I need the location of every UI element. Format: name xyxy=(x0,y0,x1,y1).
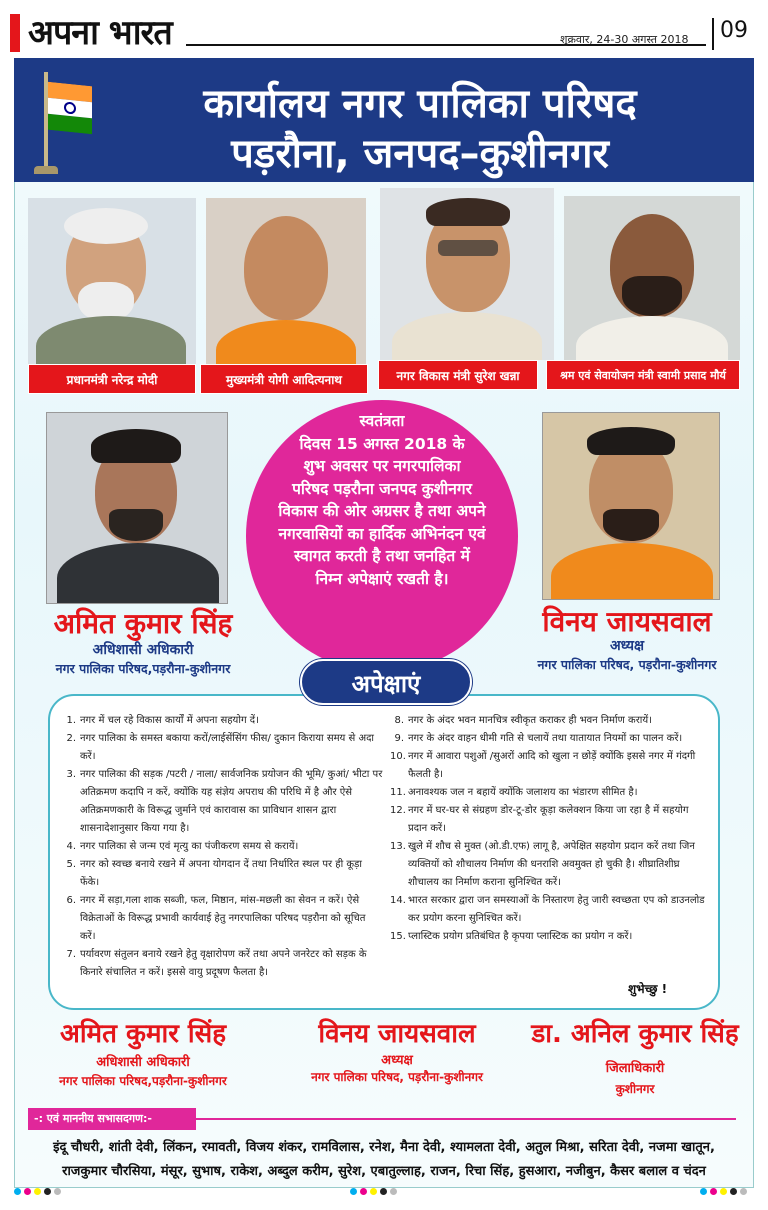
flag-stand xyxy=(34,166,58,174)
greeting-message xyxy=(262,410,502,590)
greeting-line: स्वतंत्रता xyxy=(359,412,405,430)
members-rule xyxy=(196,1118,736,1120)
greeting-line: विकास की ओर अग्रसर है तथा अपने xyxy=(278,502,486,520)
indian-flag-icon xyxy=(48,82,92,135)
masthead-accent-bar xyxy=(10,14,20,52)
chairman-org: नगर पालिका परिषद, पड़रौना-कुशीनगर xyxy=(537,657,717,672)
greeting-line: शुभ अवसर पर नगरपालिका xyxy=(303,457,461,475)
caption-pm: प्रधानमंत्री नरेन्द्र मोदी xyxy=(28,364,196,394)
expectations-list-right xyxy=(390,712,708,946)
portrait-minister-labour xyxy=(564,196,740,360)
list-item: 14. भारत सरकार द्वारा जन समस्याओं के निस्तारण हेतु जारी स्वच्छता एप को डाउनलोड कर प्रयोग करना सुनिश्चित करें। xyxy=(390,895,705,924)
signature-officer-role: अधिशासी अधिकारी xyxy=(96,1055,190,1070)
portrait-cm xyxy=(206,198,366,364)
list-item: 1. नगर में चल रहे विकास कार्यों में अपना सहयोग दें। xyxy=(66,715,259,726)
list-item: 4. नगर पालिका से जन्म एवं मृत्यु का पंजीकरण समय से करायें। xyxy=(66,841,299,852)
officer-role: अधिशासी अधिकारी xyxy=(92,642,194,658)
caption-cm: मुख्यमंत्री योगी आदित्यनाथ xyxy=(200,364,368,394)
list-item: 15. प्लास्टिक प्रयोग प्रतिबंधित है कृपया प्लास्टिक का प्रयोग न करें। xyxy=(390,931,633,942)
photo-chairman xyxy=(542,412,720,600)
signature-chairman-role: अध्यक्ष xyxy=(381,1053,413,1068)
list-item: 6. नगर में सड़ा,गला शाक सब्जी, फल, मिष्ठान, मांस-मछली का सेवन न करें। ऐसे विक्रेताओं के विरूद्ध प्रभावी कार्यवाई हेतु नगरपालिका परिषद पड़रौना को सूचित करें। xyxy=(66,895,366,942)
issue-date: शुक्रवार, 24-30 अगस्त 2018 xyxy=(560,33,689,46)
greeting-line: नगरवासियों का हार्दिक अभिनंदन एवं xyxy=(278,524,486,543)
registration-marks-right xyxy=(700,1188,747,1195)
list-item: 3. नगर पालिका की सड़क /पटरी / नाला/ सार्वजनिक प्रयोजन की भूमि/ कुआं/ भीटा पर अतिक्रमण कदापि न करें, क्योंकि यह संज्ञेय अपराध की परिधि में है और ऐसे अतिक्रमणकारी के विरूद्ध जुर्माने एवं कारावास का प्राविधान शासन द्वारा शासनादेशानुसार किया गया है। xyxy=(66,769,383,834)
greeting-line: निम्न अपेक्षाएं रखती है। xyxy=(315,569,449,588)
greeting-line: स्वागत करती है तथा जनहित में xyxy=(294,547,470,565)
closing-regards: शुभेच्छु ! xyxy=(628,982,668,996)
signature-dm-name: डा. अनिल कुमार सिंह xyxy=(531,1019,739,1049)
chairman-name: विनय जायसवाल xyxy=(542,605,712,638)
signature-dm-role: जिलाधिकारी xyxy=(605,1061,665,1076)
list-item: 11. अनावश्यक जल न बहायें क्योंकि जलाशय का भंडारण सीमित है। xyxy=(390,787,638,798)
members-line: राजकुमार चौरसिया, मंसूर, सुभाष, राकेश, अब्दुल करीम, सुरेश, एबातुल्लाह, राजन, रिचा सिंह, हुसआरा, नजीबुन, कैसर बलाल व चंदन xyxy=(62,1164,706,1179)
banner-title: कार्यालय नगर पालिका परिषद xyxy=(203,81,637,127)
members-list xyxy=(22,1136,746,1184)
officer-org: नगर पालिका परिषद,पड़रौना-कुशीनगर xyxy=(55,661,231,676)
members-heading: -: एवं माननीय सभासदगण:- xyxy=(28,1108,196,1130)
list-item: 13. खुले में शौच से मुक्त (ओ.डी.एफ) लागू है, अपेक्षित सहयोग प्रदान करें तथा जिन व्यक्तियों को शौचालय निर्माण की धनराशि अवमुक्त हो चुकी है। शीघ्रातिशीघ्र शौचालय का निर्माण कराना सुनिश्चित करें। xyxy=(390,841,695,888)
expectations-heading: अपेक्षाएं xyxy=(300,659,472,705)
signature-chairman-org: नगर पालिका परिषद, पड़रौना-कुशीनगर xyxy=(311,1070,483,1084)
list-item: 8. नगर के अंदर भवन मानचित्र स्वीकृत कराकर ही भवन निर्माण करायें। xyxy=(394,715,652,726)
registration-marks-left xyxy=(14,1188,61,1195)
signature-officer-org: नगर पालिका परिषद,पड़रौना-कुशीनगर xyxy=(59,1074,227,1088)
signature-chairman-name: विनय जायसवाल xyxy=(318,1019,476,1049)
list-item: 9. नगर के अंदर वाहन धीमी गति से चलायें तथा यातायात नियमों का पालन करें। xyxy=(394,733,683,744)
greeting-line: दिवस 15 अगस्त 2018 के xyxy=(299,434,465,453)
expectations-list-left xyxy=(62,712,384,982)
list-item: 7. पर्यावरण संतुलन बनाये रखने हेतु वृक्षारोपण करें तथा अपने जनरेटर को सड़क के किनारे संचालित न करें। इससे वायु प्रदूषण फैलता है। xyxy=(66,949,367,978)
photo-officer xyxy=(46,412,228,604)
greeting-line: परिषद पड़रौना जनपद कुशीनगर xyxy=(292,479,472,498)
list-item: 10. नगर में आवारा पशुओं /सुअरों आदि को खुला न छोड़ें क्योंकि इससे नगर में गंदगी फैलती है। xyxy=(390,751,696,780)
masthead-divider xyxy=(712,18,714,50)
portrait-minister-urban xyxy=(380,188,554,360)
caption-minister-labour: श्रम एवं सेवायोजन मंत्री स्वामी प्रसाद मौर्य xyxy=(546,360,740,390)
signature-officer-name: अमित कुमार सिंह xyxy=(59,1019,227,1049)
list-item: 5. नगर को स्वच्छ बनाये रखने में अपना योगदान दें तथा निर्धारित स्थल पर ही कूड़ा फेंके। xyxy=(66,859,362,888)
officer-name: अमित कुमार सिंह xyxy=(53,607,233,640)
page-number: 09 xyxy=(720,18,748,43)
caption-minister-urban: नगर विकास मंत्री सुरेश खन्ना xyxy=(378,360,538,390)
members-line: इंदू चौधरी, शांती देवी, लिंकन, रमावती, विजय शंकर, रामविलास, रनेश, मैना देवी, श्यामलता देवी, अतुल मिश्रा, सरिता देवी, नजमा खातून, xyxy=(53,1140,715,1155)
registration-marks-center xyxy=(350,1188,397,1195)
portrait-pm xyxy=(28,198,196,364)
chairman-role: अध्यक्ष xyxy=(609,638,645,654)
newspaper-title: अपना भारत xyxy=(28,13,172,53)
list-item: 2. नगर पालिका के समस्त बकाया करों/लाईसेंसिंग फीस/ दुकान किराया समय से अदा करें। xyxy=(66,733,375,762)
signature-dm-org: कुशीनगर xyxy=(615,1082,655,1096)
banner-subtitle: पड़रौना, जनपद–कुशीनगर xyxy=(231,131,609,177)
list-item: 12. नगर में घर-घर से संग्रहण डोर-टू-डोर कूड़ा कलेक्शन किया जा रहा है में सहयोग प्रदान करें। xyxy=(390,805,689,834)
